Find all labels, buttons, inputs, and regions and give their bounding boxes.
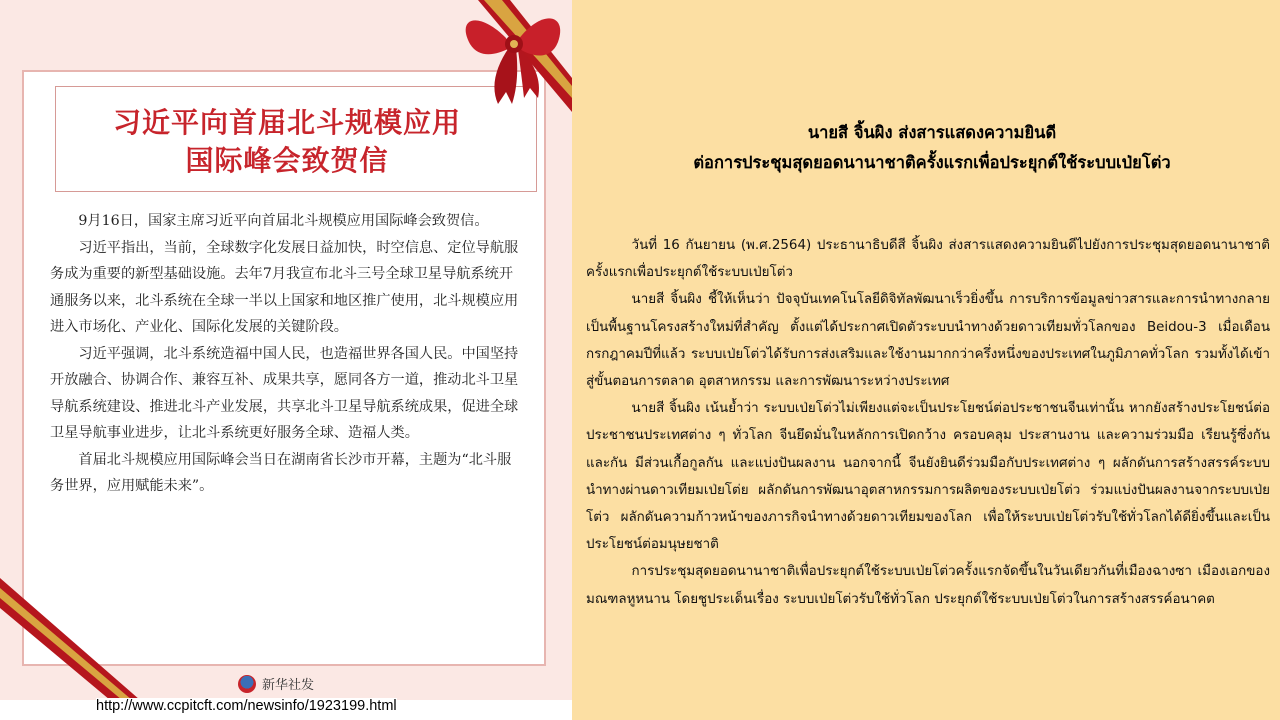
chinese-paragraph-3: 习近平强调，北斗系统造福中国人民，也造福世界各国人民。中国坚持开放融合、协调合作、兼容互补、成果共享，愿同各方一道，推动北斗卫星导航系统建设、推进北斗产业发展，共享北斗卫星导航系统成果，促进全球卫星导航事业进步，让北斗系统更好服务全球、造福人类。 (50, 345, 519, 441)
xinhua-emblem-icon (238, 675, 256, 693)
chinese-paragraph-1: 9月16日，国家主席习近平向首届北斗规模应用国际峰会致贺信。 (78, 213, 489, 229)
ribbon-bow-top-right-icon (418, 0, 572, 130)
thai-body (586, 232, 1270, 613)
chinese-paragraph-2: 习近平指出，当前，全球数字化发展日益加快，时空信息、定位导航服务成为重要的新型基础设施。去年7月我宣布北斗三号全球卫星导航系统开通服务以来，北斗系统在全球一半以上国家和地区推广使用，北斗规模应用进入市场化、产业化、国际化发展的关键阶段。 (50, 239, 519, 335)
thai-paragraph-1: วันที่ 16 กันยายน (พ.ศ.2564) ประธานาธิบดีสี จิ้นผิง ส่งสารแสดงความยินดีไปยังการประชุมสุดยอดนานาชาติครั้งแรกเพื่อประยุกต์ใช้ระบบเป่ยโต่ว (586, 238, 1270, 281)
letter-card (0, 0, 572, 700)
thai-paragraph-4: การประชุมสุดยอดนานาชาติเพื่อประยุกต์ใช้ระบบเป่ยโต่วครั้งแรกจัดขึ้นในวันเดียวกันที่เมืองฉางซา เมืองเอกของมณฑลหูหนาน โดยชูประเด็นเรื่อง ระบบเป่ยโต่วรับใช้ทั่วโลก ประยุกต์ใช้ระบบเป่ยโต่วในการสร้างสรรค์อนาคต (586, 564, 1270, 607)
publisher-name: 新华社发 (262, 678, 315, 693)
source-url: http://www.ccpitcft.com/newsinfo/1923199.html (96, 698, 397, 714)
thai-title-line-2: ต่อการประชุมสุดยอดนานาชาติครั้งแรกเพื่อประยุกต์ใช้ระบบเป่ยโต่ว (693, 153, 1171, 172)
publisher-logo (238, 674, 314, 693)
thai-paragraph-2: นายสี จิ้นผิง ชี้ให้เห็นว่า ปัจจุบันเทคโนโลยีดิจิทัลพัฒนาเร็วยิ่งขึ้น การบริการข้อมูลข่าวสารและการนำทางกลายเป็นพื้นฐานโครงสร้างใหม่ที่สำคัญ ตั้งแต่ได้ประกาศเปิดตัวระบบนำทางด้วยดาวเทียมทั่วโลกของ Beidou-3 เมื่อเดือนกรกฎาคมปีที่แล้ว ระบบเป่ยโต่วได้รับการส่งเสริมและใช้งานมากกว่าครึ่งหนึ่งของประเทศในภูมิภาคทั่วโลก รวมทั้งได้เข้าสู่ขั้นตอนการตลาด อุตสาหกรรม และการพัฒนาระหว่างประเทศ (586, 292, 1270, 390)
chinese-body (50, 208, 520, 500)
thai-title-line-1: นายสี จิ้นผิง ส่งสารแสดงความยินดี (807, 123, 1057, 142)
chinese-title-line-2: 国际峰会致贺信 (185, 144, 389, 177)
thai-translation-panel (572, 0, 1280, 720)
letter-image-panel (0, 0, 572, 720)
thai-title (592, 118, 1272, 178)
ribbon-bottom-left-icon (0, 568, 140, 700)
chinese-paragraph-4: 首届北斗规模应用国际峰会当日在湖南省长沙市开幕，主题为“北斗服务世界，应用赋能未来”。 (50, 451, 512, 494)
thai-paragraph-3: นายสี จิ้นผิง เน้นย้ำว่า ระบบเป่ยโต่วไม่เพียงแต่จะเป็นประโยชน์ต่อประชาชนจีนเท่านั้น หากยังสร้างประโยชน์ต่อประชาชนประเทศต่าง ๆ ทั่วโลก จีนยึดมั่นในหลักการเปิดกว้าง ครอบคลุม ประสานงาน และความร่วมมือ เรียนรู้ซึ่งกันและกัน มีส่วนเกื้อกูลกัน และแบ่งปันผลงาน นอกจากนี้ จีนยังยินดีร่วมมือกับประเทศต่าง ๆ ผลักดันการสร้างสรรค์ระบบนำทางผ่านดาวเทียมเป่ยโต่ย ผลักดันการพัฒนาอุตสาหกรรมการผลิตของระบบเป่ยโต่ว ร่วมแบ่งปันผลงานจากระบบเป่ยโต่ว ผลักดันความก้าวหน้าของภารกิจนำทางด้วยดาวเทียมของโลก เพื่อให้ระบบเป่ยโต่วรับใช้ทั่วโลกได้ดียิ่งขึ้นและเป็นประโยชน์ต่อมนุษยชาติ (586, 401, 1270, 553)
chinese-title-line-1: 习近平向首届北斗规模应用 (112, 106, 461, 139)
